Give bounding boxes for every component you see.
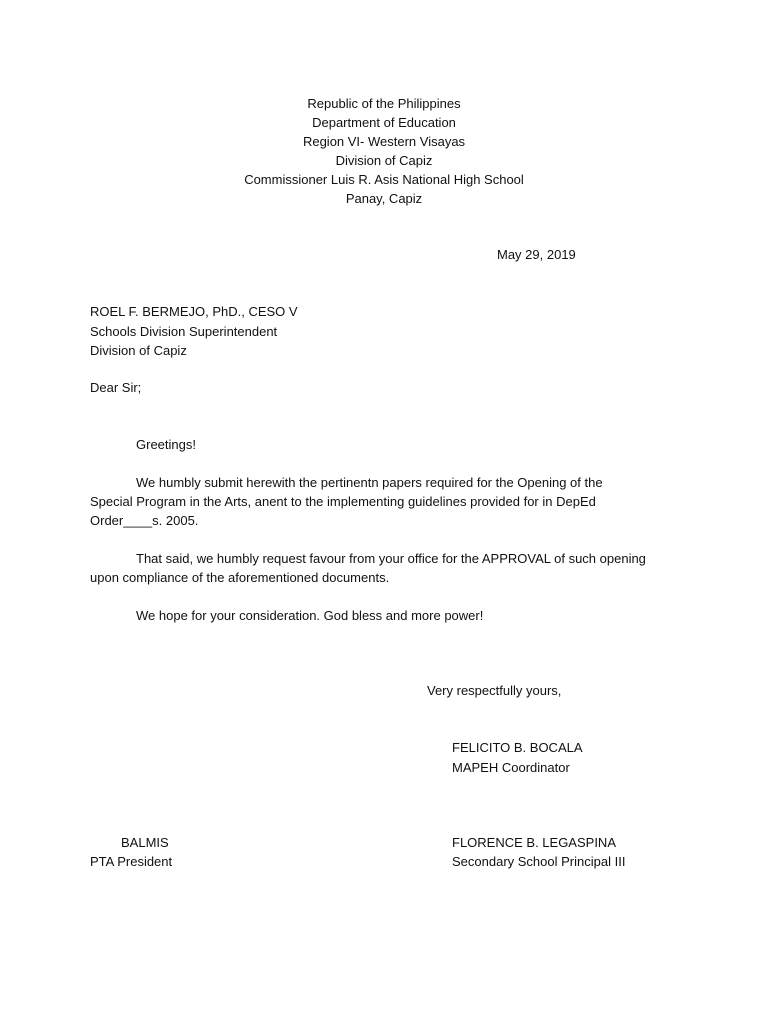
paragraph-1-line-2: Special Program in the Arts, anent to the implementing guidelines provided for in DepEd <box>90 494 596 509</box>
principal-name: FLORENCE B. LEGASPINA <box>452 835 616 850</box>
recipient-title: Schools Division Superintendent <box>90 324 278 339</box>
principal-title: Secondary School Principal III <box>452 854 626 869</box>
pta-president-title: PTA President <box>90 854 173 869</box>
paragraph-2-line-2: upon compliance of the aforementioned documents. <box>90 570 390 585</box>
header-region: Region VI- Western Visayas <box>302 134 466 149</box>
recipient-name: ROEL F. BERMEJO, PhD., CESO V <box>90 304 298 319</box>
header-department: Department of Education <box>312 115 456 130</box>
letter-date: May 29, 2019 <box>497 247 576 262</box>
paragraph-2-line-1: That said, we humbly request favour from your office for the APPROVAL of such opening <box>136 551 646 566</box>
salutation: Dear Sir; <box>90 380 142 395</box>
greeting: Greetings! <box>136 437 196 452</box>
paragraph-1-line-3: Order____s. 2005. <box>90 513 199 528</box>
header-republic: Republic of the Philippines <box>307 96 461 111</box>
coordinator-name: FELICITO B. BOCALA <box>452 740 583 755</box>
coordinator-title: MAPEH Coordinator <box>452 760 570 775</box>
header-division: Division of Capiz <box>335 153 433 168</box>
header-address: Panay, Capiz <box>345 191 423 206</box>
closing: Very respectfully yours, <box>427 683 562 698</box>
paragraph-1-line-1: We humbly submit herewith the pertinentn papers required for the Opening of the <box>136 475 603 490</box>
recipient-office: Division of Capiz <box>90 343 187 358</box>
header-school: Commissioner Luis R. Asis National High School <box>244 172 524 187</box>
pta-president-name: BALMIS <box>121 835 169 850</box>
paragraph-3: We hope for your consideration. God bless and more power! <box>136 608 484 623</box>
